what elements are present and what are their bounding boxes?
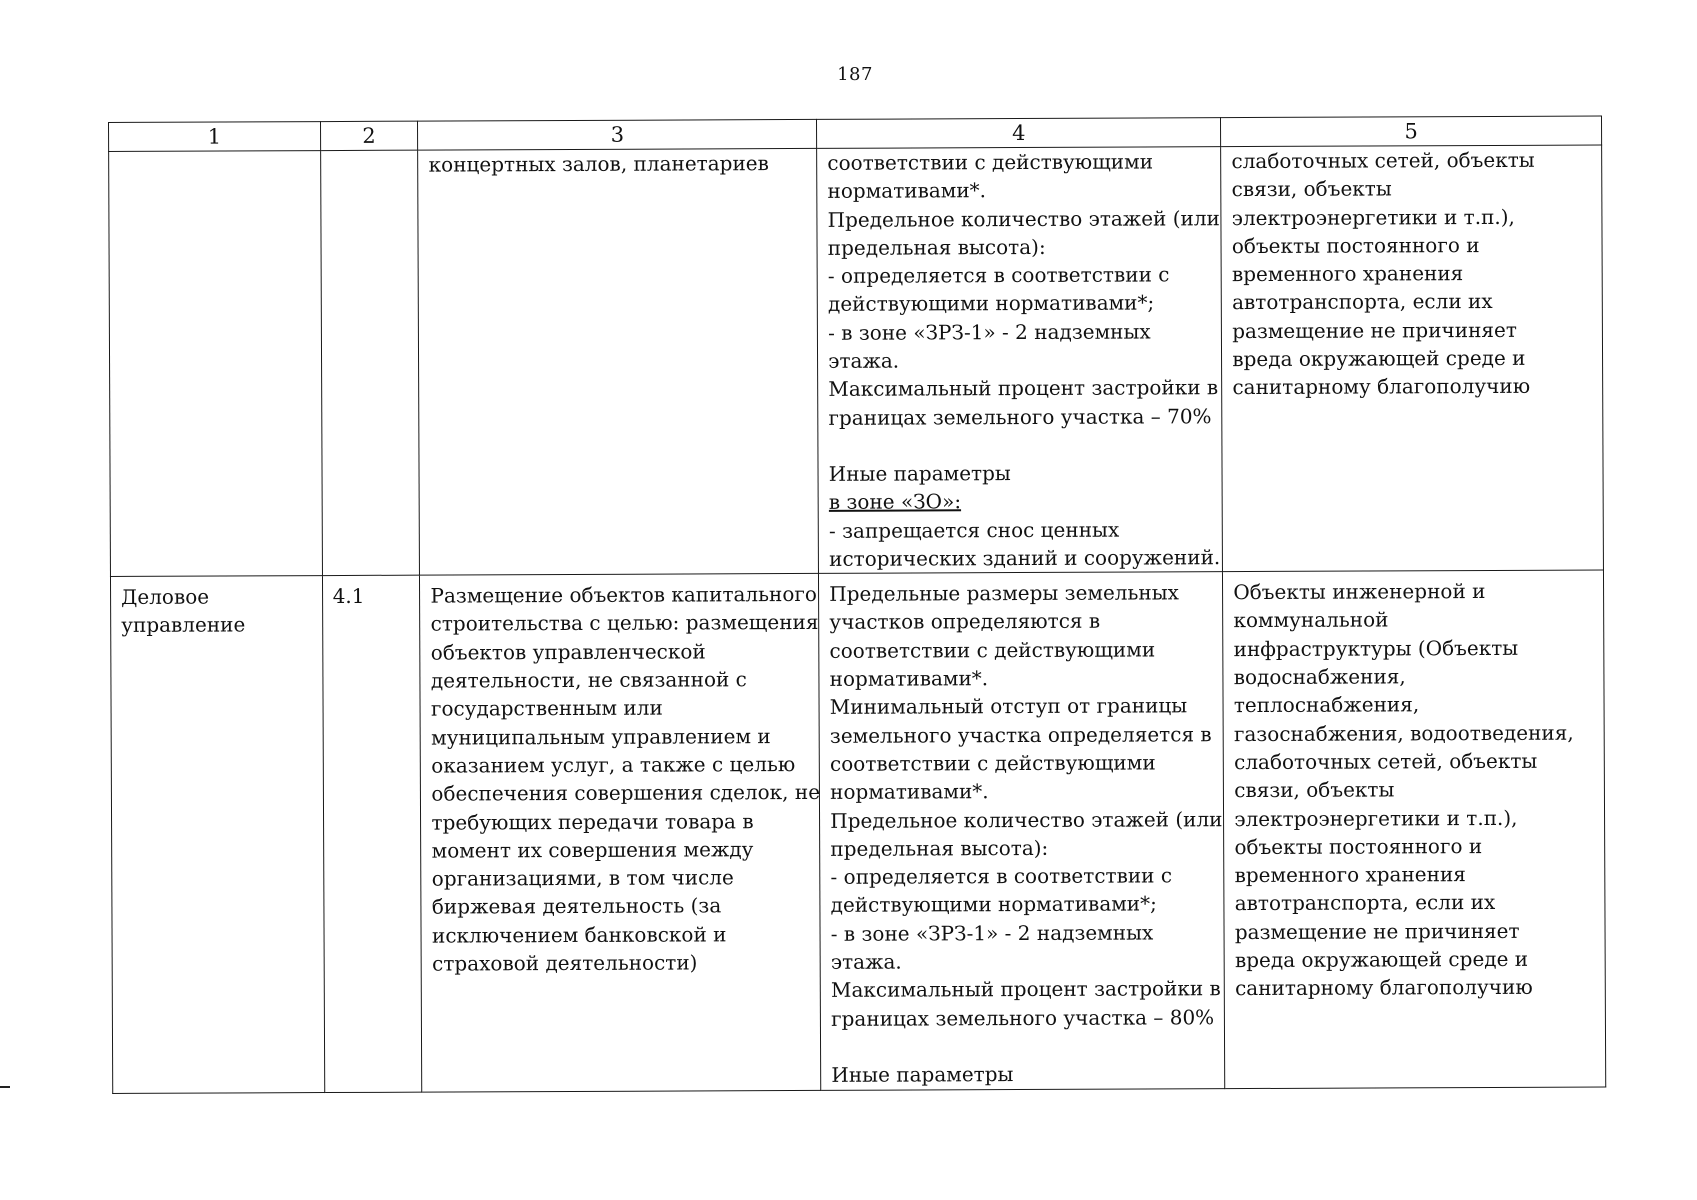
text-line: земельного участка определяется в: [829, 721, 1212, 748]
text-line: страховой деятельности): [432, 950, 698, 976]
text-line: газоснабжения, водоотведения,: [1233, 720, 1574, 746]
text-line: инфраструктуры (Объекты: [1233, 635, 1519, 661]
text-line: объекты постоянного и: [1231, 232, 1480, 258]
paragraph-gap: [829, 430, 1212, 460]
text-line: биржевая деятельность (за: [431, 893, 722, 920]
text-line: государственным или: [430, 695, 663, 721]
text-line: обеспечения совершения сделок, не: [431, 780, 821, 806]
text-line: водоснабжения,: [1233, 664, 1406, 690]
text-line: теплоснабжения,: [1233, 692, 1420, 718]
text-line: санитарному благополучию: [1232, 374, 1531, 400]
text-line: объекты постоянного и: [1234, 833, 1483, 859]
text-line: требующих передачи товара в: [431, 808, 754, 835]
text-line: деятельности, не связанной с: [430, 667, 747, 693]
text-line: организациями, в том числе: [431, 865, 734, 891]
text-line: временного хранения: [1231, 261, 1464, 287]
text-line: Размещение объектов капитального: [430, 582, 817, 608]
text-line: действующими нормативами*;: [830, 891, 1157, 918]
use-code-cell: [320, 150, 420, 576]
text-line: Предельные размеры земельных: [829, 580, 1179, 607]
use-type-cell: [110, 576, 324, 1094]
text-line: автотранспорта, если их: [1232, 289, 1493, 315]
parameters-cell: [819, 572, 1225, 1091]
text-line: предельная высота):: [830, 835, 1049, 861]
text-line: размещение не причиняет: [1234, 918, 1520, 944]
parameters-cell: [817, 147, 1223, 574]
text-line: связи, объекты: [1234, 777, 1395, 803]
text-line: исключением банковской и: [431, 922, 727, 948]
text-line: соответствии с действующими: [827, 149, 1154, 175]
header-col-4: 4: [817, 118, 1221, 149]
text-line: этажа.: [828, 348, 900, 373]
page-number: 187: [837, 64, 873, 85]
text-line: нормативами*.: [829, 666, 989, 691]
use-type-cell: [109, 151, 322, 577]
text-line: границах земельного участка – 70%: [828, 403, 1212, 430]
text-line: Деловое: [121, 584, 210, 610]
zone-label: в зоне «ЗО»:: [828, 489, 962, 515]
text-line: Предельное количество этажей (или: [830, 806, 1223, 833]
other-parameters-title: Иные параметры: [828, 461, 1011, 486]
text-line: автотранспорта, если их: [1234, 890, 1496, 916]
text-line: вреда окружающей среде и: [1234, 946, 1529, 973]
scan-edge-mark: [0, 1086, 10, 1088]
text-line: электроэнергетики и т.п.),: [1231, 204, 1515, 230]
text-line: временного хранения: [1234, 862, 1466, 888]
land-use-table: [108, 115, 1606, 1094]
use-description-cell: [418, 148, 819, 575]
header-col-5: 5: [1221, 116, 1602, 147]
text-line: Объекты инженерной и: [1233, 579, 1486, 605]
paragraph-gap: [831, 1031, 1214, 1061]
table-row: [109, 145, 1604, 577]
text-line: Максимальный процент застройки в: [830, 976, 1221, 1003]
text-line: управление: [121, 612, 246, 638]
text-line: соответствии с действующими: [829, 750, 1156, 776]
text-line: - определяется в соответствии с: [827, 262, 1170, 289]
text-line: связи, объекты: [1231, 176, 1392, 202]
text-line: исторических зданий и сооружений.: [829, 545, 1221, 571]
text-line: границах земельного участка – 80%: [831, 1004, 1215, 1031]
text-line: - определяется в соответствии с: [830, 863, 1173, 889]
text-line: слаботочных сетей, объекты: [1231, 147, 1535, 174]
text-line: электроэнергетики и т.п.),: [1234, 805, 1518, 831]
text-line: вреда окружающей среде и: [1232, 345, 1526, 372]
use-description-cell: [420, 574, 821, 1093]
text-line: коммунальной: [1233, 607, 1389, 633]
text-line: объектов управленческой: [430, 639, 706, 665]
text-line: участков определяются в: [829, 609, 1101, 635]
table-row: [110, 570, 1605, 1094]
text-line: предельная высота):: [827, 234, 1046, 260]
header-col-2: 2: [320, 121, 418, 150]
text-line: - в зоне «ЗРЗ-1» - 2 надземных: [828, 319, 1151, 345]
text-line: оказанием услуг, а также с целью: [431, 751, 796, 778]
text-line: санитарному благополучию: [1235, 975, 1533, 1001]
text-line: соответствии с действующими: [829, 637, 1156, 663]
text-line: - в зоне «ЗРЗ-1» - 2 надземных: [830, 920, 1154, 946]
use-code-cell: 4.1: [322, 575, 422, 1092]
text-line: момент их совершения между: [431, 837, 754, 863]
auxiliary-objects-cell: [1221, 145, 1604, 572]
text-line: Предельное количество этажей (или: [827, 205, 1220, 232]
text-line: размещение не причиняет: [1232, 317, 1517, 343]
text-line: нормативами*.: [827, 178, 987, 204]
text-line: - запрещается снос ценных: [828, 517, 1120, 543]
auxiliary-objects-cell: [1223, 570, 1606, 1089]
text-line: действующими нормативами*;: [827, 290, 1155, 317]
text-line: слаботочных сетей, объекты: [1234, 748, 1538, 775]
text-line: строительства с целью: размещения: [430, 610, 819, 637]
header-col-3: 3: [418, 119, 817, 150]
text-line: Максимальный процент застройки в: [828, 375, 1219, 402]
text-line: этажа.: [830, 949, 902, 974]
other-parameters-title: Иные параметры: [831, 1061, 1014, 1087]
text-line: Минимальный отступ от границы: [829, 693, 1188, 720]
header-col-1: 1: [109, 122, 321, 152]
text-line: муниципальным управлением и: [431, 723, 771, 750]
text-line: нормативами*.: [830, 779, 989, 805]
text-line: концертных залов, планетариев: [428, 151, 769, 177]
